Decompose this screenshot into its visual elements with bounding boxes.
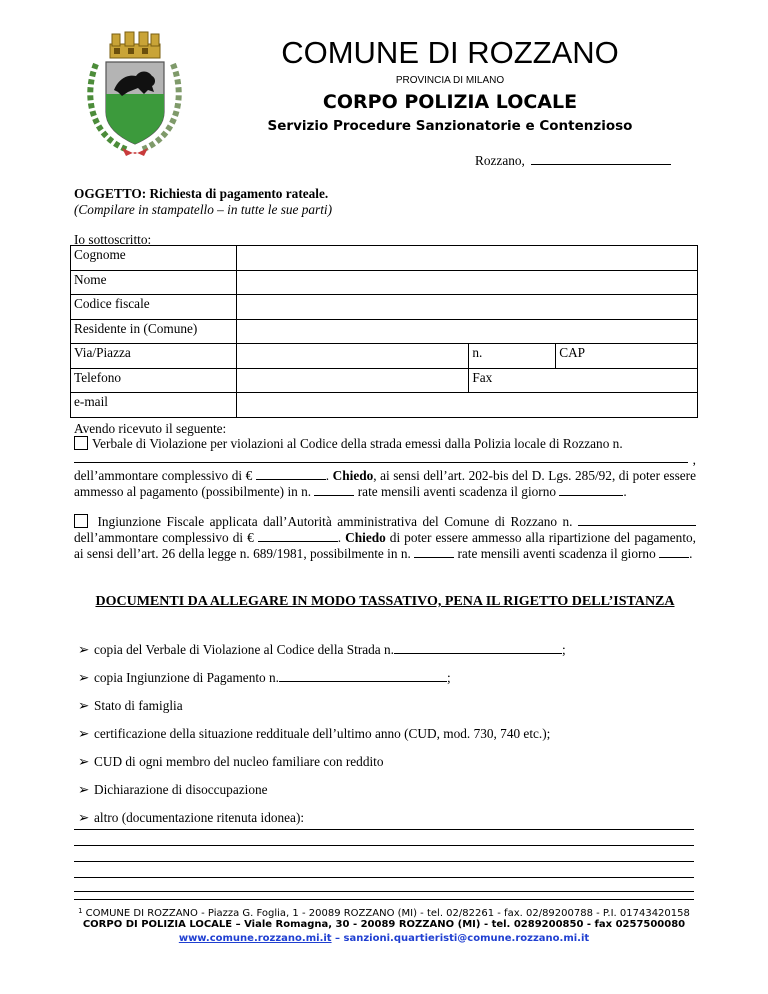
codice-fiscale-label: Codice fiscale [71,295,237,320]
verbale-number-blank[interactable] [74,452,688,463]
numero-label: n. [469,344,556,369]
ingiunzione-dueday-blank[interactable] [659,547,689,558]
arrow-bullet-icon: ➢ [78,810,90,825]
arrow-bullet-icon: ➢ [78,642,90,657]
doc-disoccupazione: Dichiarazione di disoccupazione [94,782,268,797]
footer-links [74,932,694,946]
other-docs-line[interactable] [74,877,694,878]
arrow-bullet-icon: ➢ [78,726,90,741]
option1-text-a: Verbale di Violazione per violazioni al Codice della strada emessi dalla Polizia locale di Rozzano n. [92,436,623,451]
arrow-bullet-icon: ➢ [78,754,90,769]
coat-of-arms-emblem [82,30,187,158]
verbale-dueday-blank[interactable] [559,485,623,496]
doc-ingiunzione-blank[interactable] [279,671,447,682]
arrow-bullet-icon: ➢ [78,782,90,797]
option2-chiedo: Chiedo [345,530,386,545]
received-label: Avendo ricevuto il seguente: [74,421,227,436]
municipality-title: COMUNE DI ROZZANO [281,35,619,70]
undersigned-label: Io sottoscritto: [74,232,152,247]
arrow-bullet-icon: ➢ [78,670,90,685]
option2-text-a: Ingiunzione Fiscale applicata dall’Autorità amministrativa del Comune di Rozzano n. [97,514,573,529]
subject-note: (Compilare in stampatello – in tutte le sue parti) [74,202,333,217]
list-item [78,782,268,798]
verbale-checkbox[interactable] [74,436,88,450]
via-field[interactable] [236,344,469,369]
list-item: ➢ copia del Verbale di Violazione al Codice della Strada n. ; [78,642,566,657]
telefono-label: Telefono [71,368,237,393]
table-row [71,270,698,295]
option1-text-b: dell’ammontare complessivo di € [74,468,253,483]
cap-label: CAP [556,344,698,369]
option1-text-d: rate mensili aventi scadenza il giorno [357,484,557,499]
option1-chiedo: Chiedo [332,468,374,483]
verbale-amount-blank[interactable] [256,469,326,480]
residente-label: Residente in (Comune) [71,319,237,344]
table-row [71,368,698,393]
arrow-bullet-icon: ➢ [78,698,90,713]
footer-divider [74,899,694,900]
nome-label: Nome [71,270,237,295]
option2-text-d: rate mensili aventi scadenza il giorno [457,546,656,561]
ingiunzione-amount-blank[interactable] [258,531,338,542]
date-line [475,153,671,169]
option-verbale: Verbale di Violazione per violazioni al Codice della strada emessi dalla Polizia locale di Rozzano n. , dell’ammontare complessivo di € . Chiedo, ai sensi dell’art. 202-bis del D. Lgs. 285/92, di poter essere ammesso al pagamento (possibilmente) in n. rate mensili aventi scadenza il giorno . [74,436,697,499]
documents-title: DOCUMENTI DA ALLEGARE IN MODO TASSATIVO, PENA IL RIGETTO DELL’ISTANZA [95,594,675,609]
doc-cud: CUD di ogni membro del nucleo familiare con reddito [94,754,384,769]
ingiunzione-number-blank[interactable] [578,515,696,526]
option-ingiunzione: Ingiunzione Fiscale applicata dall’Autorità amministrativa del Comune di Rozzano n. dell’ammontare complessivo di € . Chiedo di poter essere ammesso alla ripartizione del pagamento, ai sensi dell’art. 26 della legge n. 689/1981, possibilmente in n. rate mensili aventi scadenza il giorno . [74,514,696,561]
list-item [78,698,183,714]
option1-number-row [74,452,696,468]
list-item: ➢ copia Ingiunzione di Pagamento n. ; [78,670,451,685]
list-item [78,726,550,742]
other-docs-line[interactable] [74,861,694,862]
doc-altro: altro (documentazione ritenuta idonea): [94,810,305,825]
table-row [71,344,698,369]
option1-comma: , [692,452,696,467]
personal-data-table [70,245,698,418]
footer-line1: COMUNE DI ROZZANO - Piazza G. Foglia, 1 - 20089 ROZZANO (MI) - tel. 02/82261 - fax. 02/89200788 - P.I. 01743420158 [85,908,690,919]
list-item [78,754,384,770]
other-docs-line[interactable] [74,845,694,846]
date-blank[interactable] [531,153,671,165]
province-label: PROVINCIA DI MILANO [395,75,505,86]
via-label: Via/Piazza [71,344,237,369]
ingiunzione-checkbox[interactable] [74,514,88,528]
table-row [71,319,698,344]
email-field[interactable] [236,393,697,418]
doc-stato: Stato di famiglia [94,698,183,713]
option2-text-b: dell’ammontare complessivo di € [74,530,254,545]
table-row [71,246,698,271]
date-label: Rozzano, [475,153,525,168]
cognome-label: Cognome [71,246,237,271]
website-link[interactable]: www.comune.rozzano.mi.it [178,933,332,944]
residente-field[interactable] [236,319,697,344]
table-row [71,295,698,320]
email-link[interactable]: sanzioni.quartieristi@comune.rozzano.mi.it [343,933,590,944]
footnote-marker: 1 [78,907,83,915]
other-docs-line[interactable] [74,829,694,830]
footer-separator: – [331,933,344,944]
codice-fiscale-field[interactable] [236,295,697,320]
option1-text-c: , ai sensi dell’art. 202-bis del D. Lgs. 285/92, di poter essere ammesso al pagamento (possibilmente) in n. [74,468,697,499]
table-row [71,393,698,418]
other-docs-line[interactable] [74,891,694,892]
fax-label: Fax [469,368,698,393]
option2-text-c: di poter essere ammesso alla ripartizione del pagamento, ai sensi dell’art. 26 della legge n. 689/1981, possibilmente in n. [74,530,696,561]
telefono-field[interactable] [236,368,469,393]
list-item [78,810,304,826]
ingiunzione-installments-blank[interactable] [414,547,454,558]
subject-line: OGGETTO: Richiesta di pagamento rateale. [74,186,329,201]
doc-verbale: copia del Verbale di Violazione al Codice della Strada n. [94,642,395,657]
email-label: e-mail [71,393,237,418]
service-subtitle: Servizio Procedure Sanzionatorie e Contenzioso [267,118,633,134]
police-corps-title: CORPO POLIZIA LOCALE [322,91,578,113]
doc-verbale-blank[interactable] [394,643,562,654]
footer-line2: CORPO DI POLIZIA LOCALE – Viale Romagna, 30 - 20089 ROZZANO (MI) - tel. 0289200850 - fax 0257500080 [82,919,686,930]
nome-field[interactable] [236,270,697,295]
cognome-field[interactable] [236,246,697,271]
verbale-installments-blank[interactable] [314,485,354,496]
doc-certificazione: certificazione della situazione reddituale dell’ultimo anno (CUD, mod. 730, 740 etc.); [94,726,551,741]
doc-ingiunzione: copia Ingiunzione di Pagamento n. [94,670,280,685]
